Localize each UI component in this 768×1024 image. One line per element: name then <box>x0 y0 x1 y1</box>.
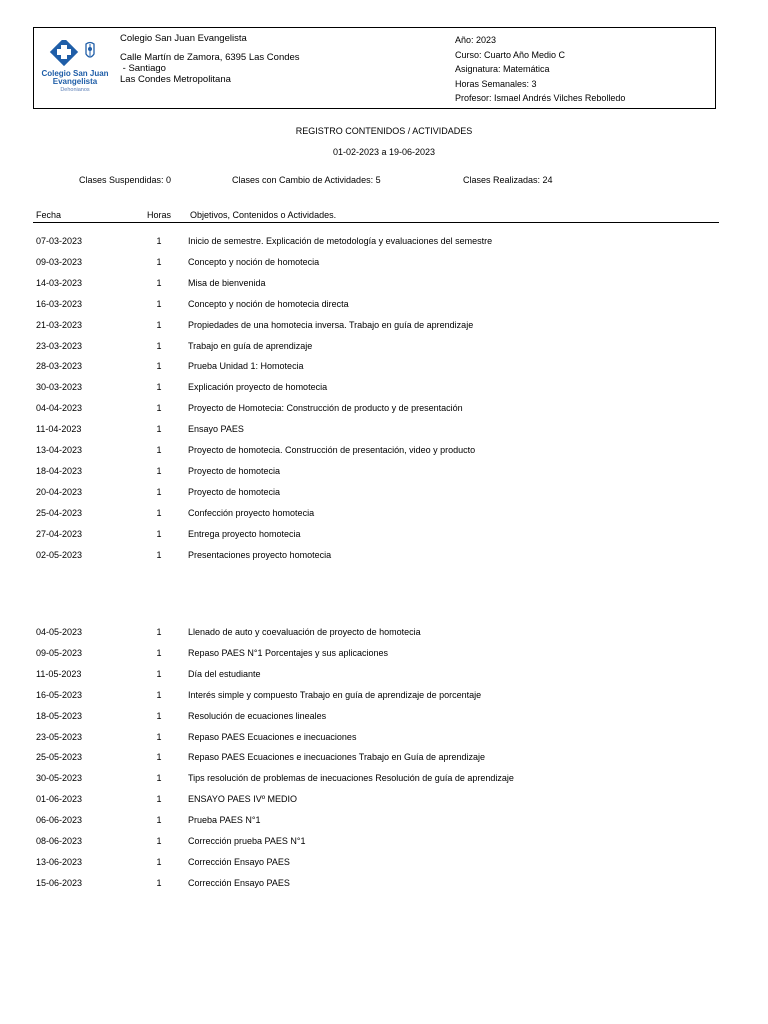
row-description: Trabajo en guía de aprendizaje <box>188 341 313 351</box>
done-classes-stat: Clases Realizadas: 24 <box>463 175 553 185</box>
row-hours: 1 <box>156 732 162 742</box>
row-date: 04-04-2023 <box>36 403 83 413</box>
row-hours: 1 <box>156 341 162 351</box>
table-row <box>0 299 768 313</box>
table-row <box>0 711 768 725</box>
row-description: Confección proyecto homotecia <box>188 508 315 518</box>
row-date: 27-04-2023 <box>36 529 83 539</box>
row-description: Proyecto de homotecia. Construcción de presentación, video y producto <box>188 445 476 455</box>
table-row <box>0 445 768 459</box>
report-date-range: 01-02-2023 a 19-06-2023 <box>332 147 436 157</box>
row-description: Proyecto de homotecia <box>188 466 281 476</box>
row-date: 08-06-2023 <box>36 836 83 846</box>
row-hours: 1 <box>156 487 162 497</box>
row-description: Entrega proyecto homotecia <box>188 529 301 539</box>
logo-wordmark <box>40 70 110 86</box>
table-row <box>0 382 768 396</box>
row-description: Presentaciones proyecto homotecia <box>188 550 332 560</box>
row-description: Prueba Unidad 1: Homotecia <box>188 361 304 371</box>
table-row <box>0 361 768 375</box>
school-info <box>120 33 300 85</box>
row-date: 23-03-2023 <box>36 341 83 351</box>
row-description: Repaso PAES Ecuaciones e inecuaciones Trabajo en Guía de aprendizaje <box>188 752 486 762</box>
header-divider <box>33 222 719 223</box>
header-box <box>33 27 716 109</box>
table-row <box>0 815 768 829</box>
row-date: 04-05-2023 <box>36 627 83 637</box>
row-date: 01-06-2023 <box>36 794 83 804</box>
row-description: Ensayo PAES <box>188 424 244 434</box>
row-date: 16-05-2023 <box>36 690 83 700</box>
row-hours: 1 <box>156 627 162 637</box>
row-date: 02-05-2023 <box>36 550 83 560</box>
logo-name-line1: Colegio San Juan <box>41 69 109 78</box>
row-date: 13-04-2023 <box>36 445 83 455</box>
row-description: Explicación proyecto de homotecia <box>188 382 328 392</box>
row-hours: 1 <box>156 550 162 560</box>
row-description: Resolución de ecuaciones lineales <box>188 711 327 721</box>
row-date: 14-03-2023 <box>36 278 83 288</box>
weekly-hours-label: Horas Semanales: 3 <box>455 78 537 89</box>
row-date: 25-04-2023 <box>36 508 83 518</box>
row-hours: 1 <box>156 236 162 246</box>
column-header-description: Objetivos, Contenidos o Actividades. <box>190 210 337 220</box>
table-row <box>0 403 768 417</box>
row-description: Misa de bienvenida <box>188 278 266 288</box>
school-logo <box>40 40 110 100</box>
row-hours: 1 <box>156 257 162 267</box>
table-row <box>0 773 768 787</box>
table-row <box>0 257 768 271</box>
table-row <box>0 878 768 892</box>
school-address-line3: Las Condes Metropolitana <box>120 74 231 85</box>
row-description: Proyecto de homotecia <box>188 487 281 497</box>
table-row <box>0 732 768 746</box>
table-row <box>0 424 768 438</box>
row-description: Concepto y noción de homotecia <box>188 257 320 267</box>
table-row <box>0 487 768 501</box>
subject-label: Asignatura: Matemática <box>455 64 550 74</box>
row-date: 09-03-2023 <box>36 257 83 267</box>
row-hours: 1 <box>156 815 162 825</box>
table-row <box>0 508 768 522</box>
table-row <box>0 529 768 543</box>
row-hours: 1 <box>156 361 162 371</box>
row-hours: 1 <box>156 508 162 518</box>
row-description: Corrección Ensayo PAES <box>188 878 290 888</box>
row-hours: 1 <box>156 424 162 434</box>
row-date: 30-05-2023 <box>36 773 83 783</box>
row-date: 23-05-2023 <box>36 732 83 742</box>
course-label: Curso: Cuarto Año Medio C <box>455 49 566 60</box>
row-date: 28-03-2023 <box>36 361 83 371</box>
row-date: 07-03-2023 <box>36 236 83 246</box>
row-hours: 1 <box>156 711 162 721</box>
row-hours: 1 <box>156 466 162 476</box>
row-description: Día del estudiante <box>188 669 261 679</box>
row-hours: 1 <box>156 382 162 392</box>
column-header-date: Fecha <box>36 210 62 220</box>
row-date: 11-05-2023 <box>36 669 82 679</box>
row-date: 20-04-2023 <box>36 487 83 497</box>
row-hours: 1 <box>156 648 162 658</box>
row-description: ENSAYO PAES IVº MEDIO <box>188 794 297 804</box>
table-row <box>0 794 768 808</box>
row-hours: 1 <box>156 857 162 867</box>
row-description: Prueba PAES N°1 <box>188 815 261 825</box>
row-date: 25-05-2023 <box>36 752 83 762</box>
row-hours: 1 <box>156 299 162 309</box>
row-hours: 1 <box>156 752 162 762</box>
row-date: 30-03-2023 <box>36 382 83 392</box>
row-description: Proyecto de Homotecia: Construcción de producto y de presentación <box>188 403 463 413</box>
table-row <box>0 669 768 683</box>
row-hours: 1 <box>156 320 162 330</box>
row-description: Tips resolución de problemas de inecuaciones Resolución de guía de aprendizaje <box>188 773 514 783</box>
table-row <box>0 550 768 564</box>
row-hours: 1 <box>156 836 162 846</box>
row-hours: 1 <box>156 794 162 804</box>
row-hours: 1 <box>156 690 162 700</box>
row-date: 11-04-2023 <box>36 424 82 434</box>
logo-subtitle: Dehonianos <box>60 87 90 93</box>
row-description: Llenado de auto y coevaluación de proyecto de homotecia <box>188 627 421 637</box>
row-hours: 1 <box>156 445 162 455</box>
table-row <box>0 690 768 704</box>
column-header-hours: Horas <box>147 210 172 220</box>
row-hours: 1 <box>156 278 162 288</box>
table-row <box>0 236 768 250</box>
report-title: REGISTRO CONTENIDOS / ACTIVIDADES <box>295 126 473 136</box>
table-row <box>0 752 768 766</box>
row-date: 16-03-2023 <box>36 299 83 309</box>
row-description: Corrección Ensayo PAES <box>188 857 290 867</box>
row-date: 09-05-2023 <box>36 648 83 658</box>
school-crest-icon <box>40 40 110 68</box>
row-hours: 1 <box>156 669 162 679</box>
row-date: 18-05-2023 <box>36 711 83 721</box>
row-description: Corrección prueba PAES N°1 <box>188 836 306 846</box>
row-description: Concepto y noción de homotecia directa <box>188 299 349 309</box>
row-date: 13-06-2023 <box>36 857 83 867</box>
table-row <box>0 466 768 480</box>
row-date: 18-04-2023 <box>36 466 83 476</box>
year-label: Año: 2023 <box>455 35 497 45</box>
row-date: 21-03-2023 <box>36 320 83 330</box>
changed-classes-stat: Clases con Cambio de Actividades: 5 <box>232 175 381 185</box>
table-row <box>0 627 768 641</box>
suspended-classes-stat: Clases Suspendidas: 0 <box>79 175 172 185</box>
row-date: 15-06-2023 <box>36 878 83 888</box>
school-address-line2: - Santiago <box>120 63 166 74</box>
row-hours: 1 <box>156 878 162 888</box>
row-description: Repaso PAES N°1 Porcentajes y sus aplicaciones <box>188 648 389 658</box>
table-row <box>0 857 768 871</box>
table-row <box>0 341 768 355</box>
table-row <box>0 320 768 334</box>
table-row <box>0 278 768 292</box>
row-hours: 1 <box>156 529 162 539</box>
course-info <box>455 33 625 106</box>
row-description: Propiedades de una homotecia inversa. Trabajo en guía de aprendizaje <box>188 320 474 330</box>
logo-name-line2: Evangelista <box>52 77 98 86</box>
school-address-line1: Calle Martín de Zamora, 6395 Las Condes <box>120 52 300 63</box>
row-hours: 1 <box>156 403 162 413</box>
row-description: Repaso PAES Ecuaciones e inecuaciones <box>188 732 357 742</box>
row-hours: 1 <box>156 773 162 783</box>
school-name: Colegio San Juan Evangelista <box>120 33 247 44</box>
row-description: Inicio de semestre. Explicación de metodología y evaluaciones del semestre <box>188 236 493 246</box>
table-row <box>0 648 768 662</box>
table-row <box>0 836 768 850</box>
teacher-label: Profesor: Ismael Andrés Vilches Rebolledo <box>455 93 626 103</box>
row-description: Interés simple y compuesto Trabajo en guía de aprendizaje de porcentaje <box>188 690 482 700</box>
row-date: 06-06-2023 <box>36 815 83 825</box>
